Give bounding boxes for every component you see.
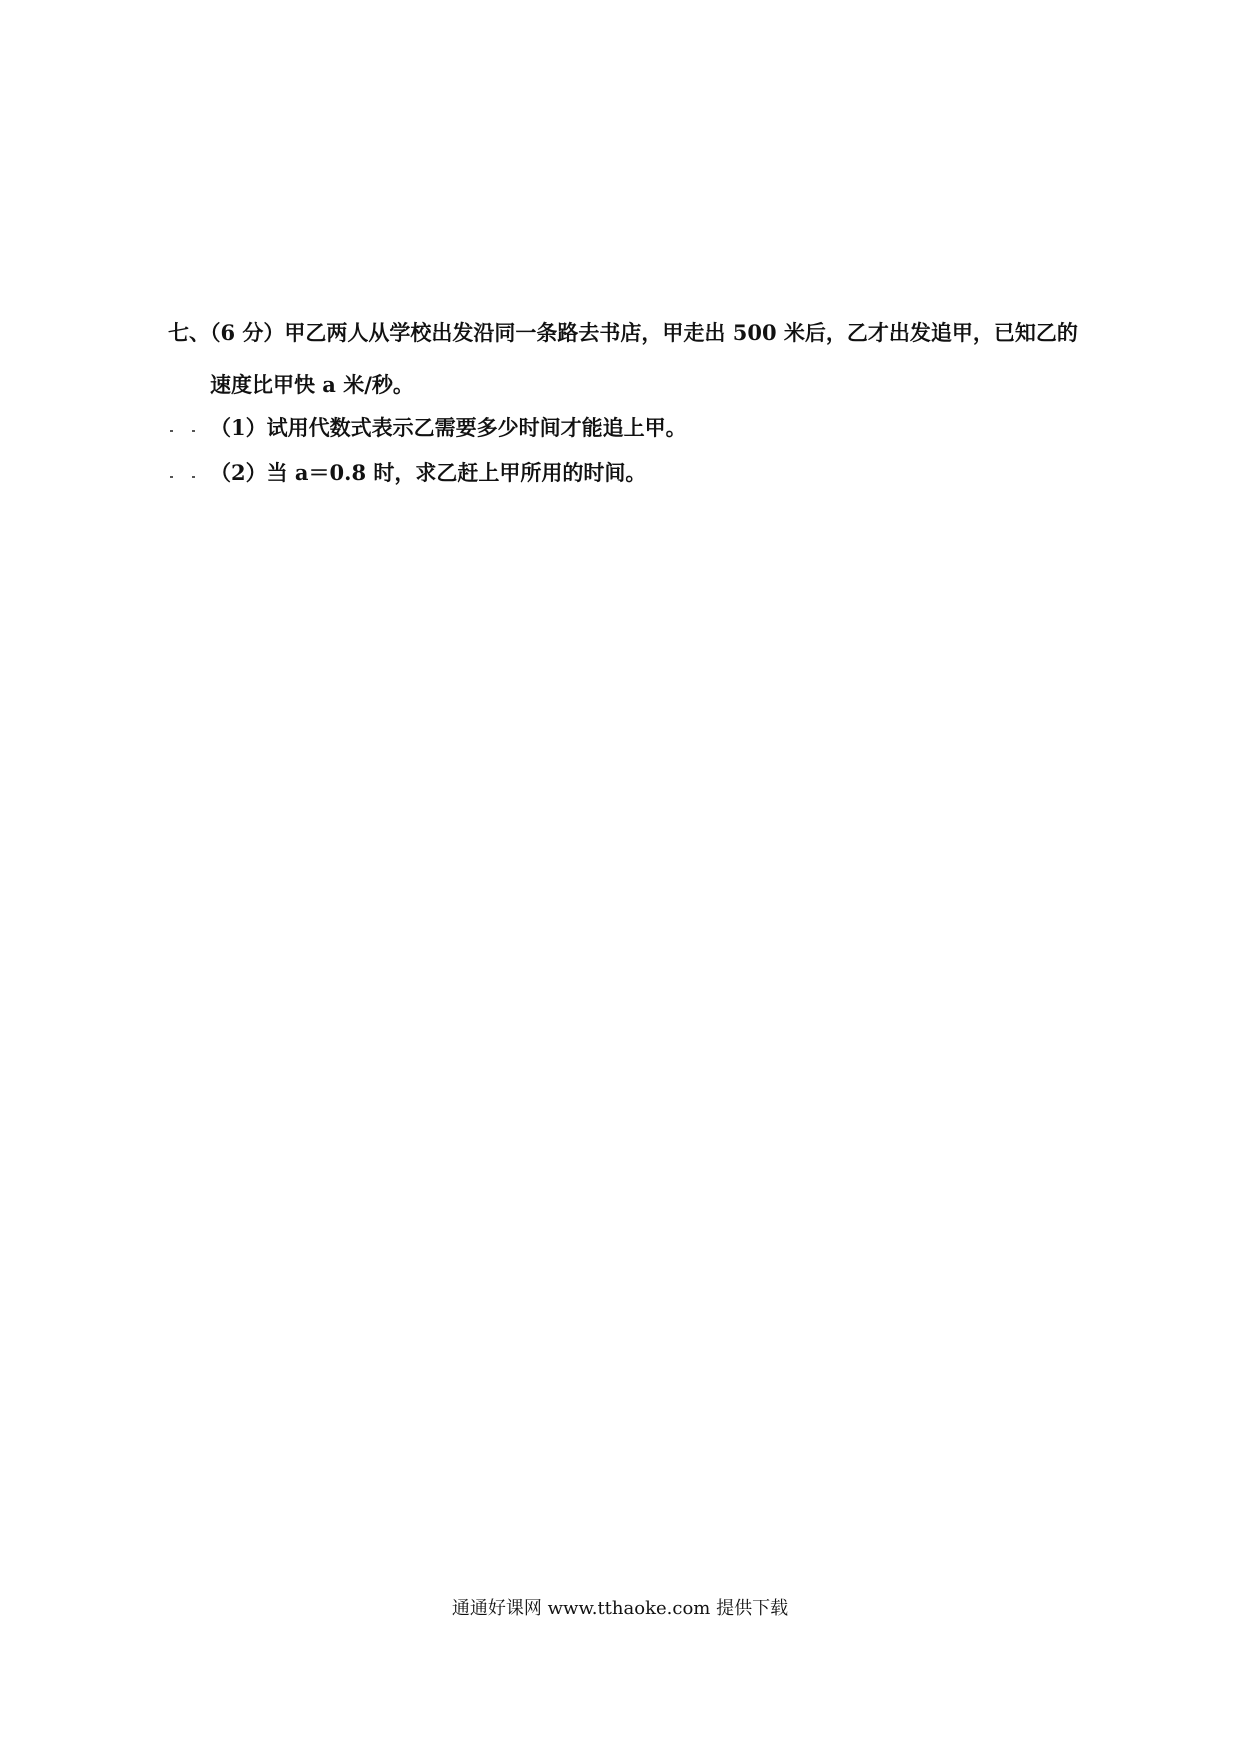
- page-footer: 通通好课网 www.tthaoke.com 提供下载: [451, 1598, 789, 1619]
- problem-statement-line1: 七、（6 分）甲乙两人从学校出发沿同一条路去书店，甲走出 500 米后，乙才出发追甲，已知乙的: [168, 320, 1078, 345]
- scan-speck: [170, 476, 173, 478]
- scan-speck: [192, 476, 195, 478]
- problem-statement-line2: 速度比甲快 a 米/秒。: [210, 372, 414, 397]
- sub-question-1: （1）试用代数式表示乙需要多少时间才能追上甲。: [210, 415, 687, 440]
- scan-speck: [170, 430, 173, 432]
- scan-speck: [192, 430, 195, 432]
- sub-question-2: （2）当 a＝0.8 时，求乙赶上甲所用的时间。: [210, 460, 647, 485]
